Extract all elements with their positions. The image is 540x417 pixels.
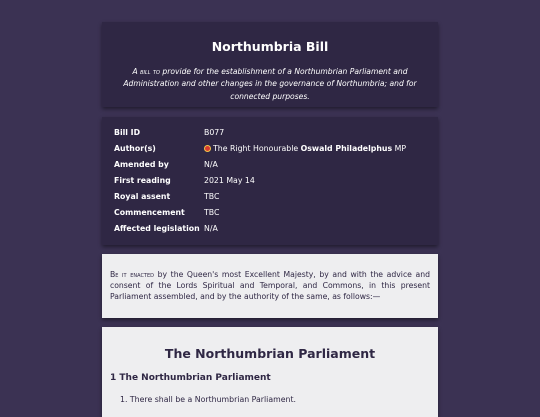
enacting-body: by the Queen's most Excellent Majesty, by and with the advice and consent of the Lords Spiritual and Temporal, and Commons, in this present Parliament assembled, and by the authority of the same, as follows:—: [110, 270, 430, 302]
meta-label: Author(s): [114, 144, 156, 153]
meta-value: 2021 May 14: [204, 176, 255, 185]
meta-label: Royal assent: [114, 192, 171, 201]
clause-item: 1. There shall be a Northumbrian Parliament.: [120, 395, 296, 404]
enacting-prefix: Be it enacted: [110, 270, 154, 279]
meta-label: First reading: [114, 176, 171, 185]
meta-value: N/A: [204, 224, 218, 233]
meta-value-author: [204, 143, 406, 155]
part-title: The Northumbrian Parliament: [164, 346, 376, 361]
metadata-card: [102, 117, 438, 245]
bill-summary: [112, 66, 428, 103]
author-prefix: The Right Honourable: [213, 144, 301, 153]
author-suffix: MP: [392, 144, 407, 153]
section-heading: 1 The Northumbrian Parliament: [110, 373, 271, 383]
meta-label: Amended by: [114, 160, 169, 169]
part-card: [102, 327, 438, 417]
title-card: [102, 22, 438, 107]
author-name: Oswald Philadelphus: [300, 144, 393, 153]
meta-label: Commencement: [114, 208, 185, 217]
meta-value: TBC: [204, 208, 220, 217]
meta-value: B077: [204, 128, 225, 137]
meta-value: TBC: [204, 192, 220, 201]
meta-value: N/A: [204, 160, 218, 169]
meta-label: Bill ID: [114, 128, 141, 137]
flag-icon: [204, 145, 211, 152]
summary-prefix: A bill to: [132, 67, 160, 76]
summary-text: provide for the establishment of a Northumbrian Parliament and Administration and other changes in the governance of Northumbria; and for connected purposes.: [123, 67, 417, 101]
page-title: Northumbria Bill: [211, 39, 329, 54]
enacting-formula: [110, 269, 430, 303]
meta-label: Affected legislation: [114, 224, 200, 233]
enacting-formula-card: [102, 254, 438, 318]
